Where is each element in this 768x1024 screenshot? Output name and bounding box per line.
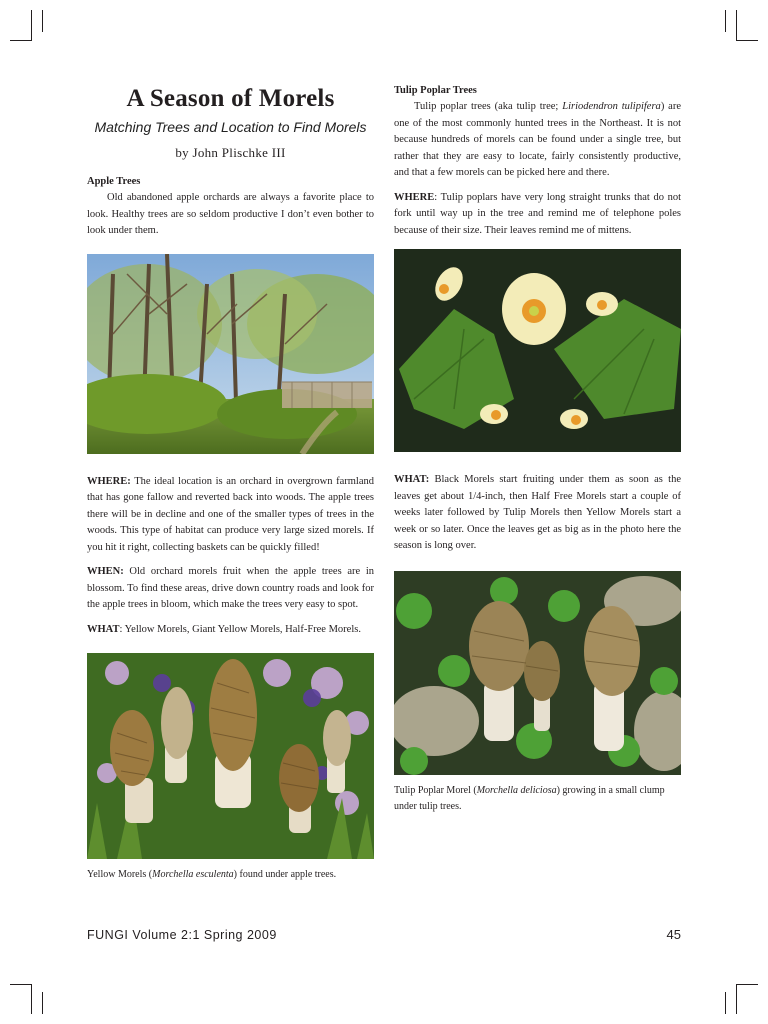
apple-trees-heading: Apple Trees: [87, 176, 141, 187]
tulip-where-paragraph: WHERE: Tulip poplars have very long straight trunks that do not fork until way up in the tree and remind me of telephone poles because of their size. Their leaves remind me of mittens.: [394, 191, 681, 236]
apple-trees-intro: Old abandoned apple orchards are always a favorite place to look. Healthy trees are so seldom productive I don’t even bother to look under them.: [87, 192, 374, 236]
apple-when-paragraph: WHEN: Old orchard morels fruit when the apple trees are in blossom. To find these areas, drive down country roads and look for the apple trees in bloom, which make the trees very easy to spot.: [87, 566, 374, 610]
article-title: A Season of Morels: [126, 85, 335, 112]
tulip-poplar-heading: Tulip Poplar Trees: [394, 85, 477, 96]
page-number: 45: [666, 927, 681, 942]
yellow-morels-caption: Yellow Morels (Morchella esculenta) found under apple trees.: [87, 869, 337, 880]
yellow-morels-photo: [87, 653, 374, 859]
tulip-what-paragraph: WHAT: Black Morels start fruiting under them as soon as the leaves get about 1/4-inch, then Half Free Morels start a couple of weeks later followed by Tulip Morels then Yellow Morels start a week or so later. Once the leaves get as big as in the photo here the season is long over.: [394, 474, 681, 551]
article-byline: by John Plischke III: [175, 145, 286, 160]
left-column: [87, 84, 374, 883]
right-column: [394, 84, 681, 815]
apple-where-paragraph: WHERE: The ideal location is an orchard in overgrown farmland that has gone fallow and reverted back into woods. The apple trees there will be in decline and one of the smaller types of trees in the woods. This type of habitat can produce very large sized morels. If you hit it right, collecting baskets can be quickly filled!: [87, 475, 374, 553]
article-subtitle: Matching Trees and Location to Find Morels: [94, 119, 367, 135]
tulip-morels-photo: [394, 571, 681, 775]
apple-orchard-photo: [87, 254, 374, 454]
tulip-morels-caption: Tulip Poplar Morel (Morchella deliciosa) growing in a small clump under tulip trees.: [394, 784, 665, 812]
tulip-leaves-flowers-photo: [394, 249, 681, 452]
publication-footer: FUNGI Volume 2:1 Spring 2009: [87, 928, 277, 942]
apple-what-paragraph: WHAT: Yellow Morels, Giant Yellow Morels, Half-Free Morels.: [87, 623, 361, 635]
tulip-poplar-intro: Tulip poplar trees (aka tulip tree; Liriodendron tulipifera) are one of the most commonly hunted trees in the Northeast. It is not because hundreds of morels can be found under a single tree, but rather that they are easy to locate, fairly consistently productive, and that a few morels can be picked here and there.: [394, 101, 681, 178]
